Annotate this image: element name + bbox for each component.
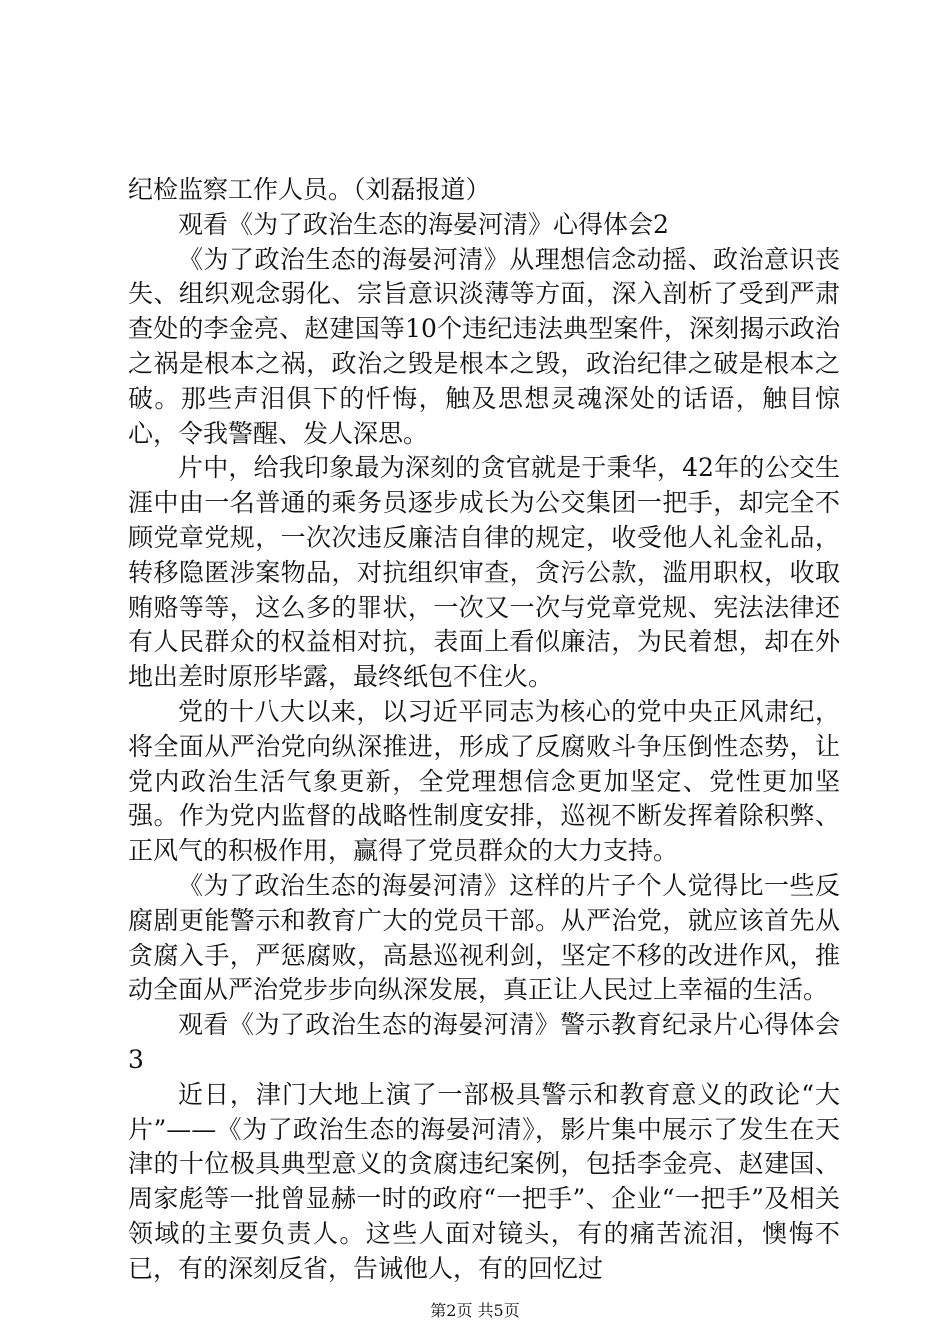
paragraph: 《为了政治生态的海晏河清》这样的片子个人觉得比一些反腐剧更能警示和教育广大的党员干部。从严治党，就应该首先从贪腐入手，严惩腐败，高悬巡视利剑，坚定不移的改进作风，推动全面从严治党步步向纵深发展，真正让人民过上幸福的生活。 bbox=[128, 870, 840, 1005]
paragraph: 党的十八大以来，以习近平同志为核心的党中央正风肃纪，将全面从严治党向纵深推进，形成了反腐败斗争压倒性态势，让党内政治生活气象更新，全党理想信念更加坚定、党性更加坚强。作为党内监督的战略性制度安排，巡视不断发挥着除积弊、正风气的积极作用，赢得了党员群众的大力支持。 bbox=[128, 696, 840, 866]
section-heading-2: 观看《为了政治生态的海晏河清》心得体会2 bbox=[178, 209, 669, 239]
section-heading-3: 观看《为了政治生态的海晏河清》警示教育纪录片心得体会3 bbox=[128, 1010, 840, 1074]
paragraph: 《为了政治生态的海晏河清》从理想信念动摇、政治意识丧失、组织观念弱化、宗旨意识淡薄等方面，深入剖析了受到严肃查处的李金亮、赵建国等10个违纪违法典型案件，深刻揭示政治之祸是根本之祸，政治之毁是根本之毁，政治纪律之破是根本之破。那些声泪俱下的忏悔，触及思想灵魂深处的话语，触目惊心，令我警醒、发人深思。 bbox=[128, 244, 840, 448]
paragraph-continuation: 纪检监察工作人员。（刘磊报道） bbox=[128, 175, 491, 204]
paragraph: 片中，给我印象最为深刻的贪官就是于秉华，42年的公交生涯中由一名普通的乘务员逐步成长为公交集团一把手，却完全不顾党章党规，一次次违反廉洁自律的规定，收受他人礼金礼品，转移隐匿涉案物品，对抗组织审查，贪污公款，滥用职权，收取贿赂等等，这么多的罪状，一次又一次与党章党规、宪法法律还有人民群众的权益相对抗，表面上看似廉洁，为民着想，却在外地出差时原形毕露，最终纸包不住火。 bbox=[128, 453, 840, 692]
document-body bbox=[128, 173, 840, 1287]
paragraph: 近日，津门大地上演了一部极具警示和教育意义的政论“大片”——《为了政治生态的海晏河清》，影片集中展示了发生在天津的十位极具典型意义的贪腐违纪案例，包括李金亮、赵建国、周家彪等一批曾显赫一时的政府“一把手”、企业“一把手”及相关领域的主要负责人。这些人面对镜头，有的痛苦流泪，懊悔不已，有的深刻反省，告诫他人，有的回忆过 bbox=[128, 1079, 840, 1283]
page-number-footer: 第2页 共5页 bbox=[430, 1301, 520, 1320]
